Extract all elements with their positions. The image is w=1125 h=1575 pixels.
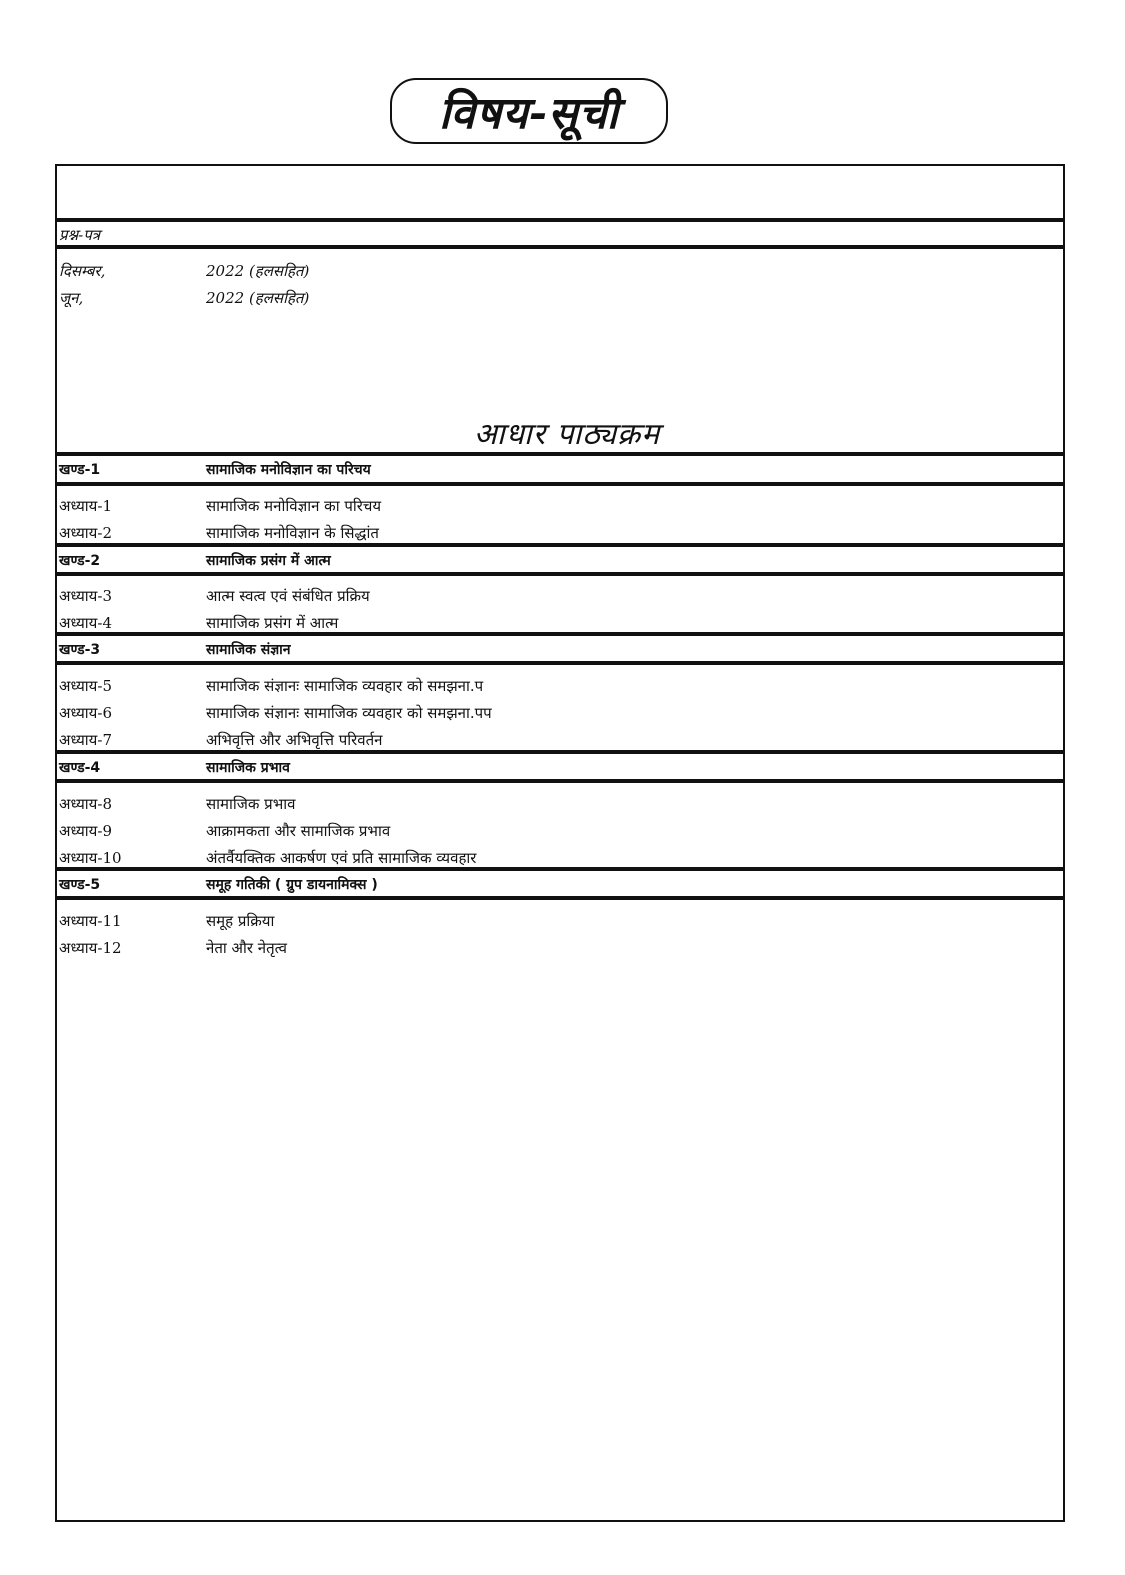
entry-month: दिसम्बर, xyxy=(59,262,106,280)
chapter-title: सामाजिक संज्ञानः सामाजिक व्यवहार को समझना.पप xyxy=(206,704,492,722)
chapter-row xyxy=(59,674,1061,698)
chapter-title: सामाजिक प्रसंग में आत्म xyxy=(206,614,339,632)
page-title: विषय-सूची xyxy=(438,88,620,139)
chapter-number: अध्याय-8 xyxy=(59,795,112,813)
chapter-title: सामाजिक प्रभाव xyxy=(206,795,296,813)
chapter-number: अध्याय-3 xyxy=(59,587,112,605)
title-box xyxy=(390,78,668,144)
entry-year: 2022 (हलसहित) xyxy=(206,262,310,280)
chapter-number: अध्याय-2 xyxy=(59,524,112,542)
block-title: सामाजिक प्रभाव xyxy=(206,759,290,776)
divider xyxy=(57,867,1063,871)
chapter-row xyxy=(59,584,1061,608)
chapter-title: सामाजिक संज्ञानः सामाजिक व्यवहार को समझना.प xyxy=(206,677,484,695)
block-title: सामाजिक प्रसंग में आत्म xyxy=(206,552,331,569)
block-title: सामाजिक मनोविज्ञान का परिचय xyxy=(206,461,371,478)
chapter-title: सामाजिक मनोविज्ञान के सिद्धांत xyxy=(206,524,379,542)
block-label: खण्ड-2 xyxy=(59,552,101,569)
block-label: खण्ड-1 xyxy=(59,461,101,478)
chapter-title: नेता और नेतृत्व xyxy=(206,939,287,957)
chapter-row xyxy=(59,701,1061,725)
question-paper-label: प्रश्न-पत्र xyxy=(59,226,101,244)
divider xyxy=(57,482,1063,486)
divider xyxy=(57,750,1063,754)
chapter-title: अभिवृत्ति और अभिवृत्ति परिवर्तन xyxy=(206,731,383,749)
block-label: खण्ड-3 xyxy=(59,641,101,658)
chapter-row xyxy=(59,936,1061,960)
chapter-number: अध्याय-7 xyxy=(59,731,112,749)
divider xyxy=(57,245,1063,249)
block-title: सामाजिक संज्ञान xyxy=(206,641,291,658)
chapter-row xyxy=(59,819,1061,843)
block-label: खण्ड-5 xyxy=(59,876,101,893)
chapter-number: अध्याय-4 xyxy=(59,614,112,632)
question-paper-header xyxy=(59,223,1061,247)
divider xyxy=(57,452,1063,456)
chapter-number: अध्याय-5 xyxy=(59,677,112,695)
divider xyxy=(57,896,1063,900)
chapter-number: अध्याय-12 xyxy=(59,939,122,957)
question-paper-entry xyxy=(59,286,1061,310)
block-header xyxy=(59,548,1061,572)
entry-month: जून, xyxy=(59,289,84,307)
chapter-row xyxy=(59,494,1061,518)
entry-year: 2022 (हलसहित) xyxy=(206,289,310,307)
divider xyxy=(57,218,1063,222)
chapter-row xyxy=(59,521,1061,545)
chapter-title: आक्रामकता और सामाजिक प्रभाव xyxy=(206,822,391,840)
block-header xyxy=(59,457,1061,481)
block-header xyxy=(59,755,1061,779)
divider xyxy=(57,779,1063,783)
divider xyxy=(57,661,1063,665)
chapter-title: अंतर्वैयक्तिक आकर्षण एवं प्रति सामाजिक व्यवहार xyxy=(206,849,477,867)
chapter-number: अध्याय-6 xyxy=(59,704,112,722)
section-title: आधार पाठ्यक्रम xyxy=(473,417,661,452)
chapter-title: समूह प्रक्रिया xyxy=(206,912,275,930)
chapter-row xyxy=(59,909,1061,933)
chapter-number: अध्याय-11 xyxy=(59,912,122,930)
contents-frame xyxy=(55,164,1065,1522)
divider xyxy=(57,543,1063,547)
chapter-title: सामाजिक मनोविज्ञान का परिचय xyxy=(206,497,382,515)
chapter-number: अध्याय-9 xyxy=(59,822,112,840)
chapter-row xyxy=(59,792,1061,816)
chapter-number: अध्याय-10 xyxy=(59,849,122,867)
chapter-number: अध्याय-1 xyxy=(59,497,112,515)
divider xyxy=(57,632,1063,636)
block-label: खण्ड-4 xyxy=(59,759,101,776)
chapter-title: आत्म स्वत्व एवं संबंधित प्रक्रिय xyxy=(206,587,370,605)
question-paper-entry xyxy=(59,259,1061,283)
divider xyxy=(57,572,1063,576)
block-header xyxy=(59,872,1061,896)
block-header xyxy=(59,637,1061,661)
block-title: समूह गतिकी ( ग्रुप डायनामिक्स ) xyxy=(206,876,378,893)
chapter-row xyxy=(59,728,1061,752)
